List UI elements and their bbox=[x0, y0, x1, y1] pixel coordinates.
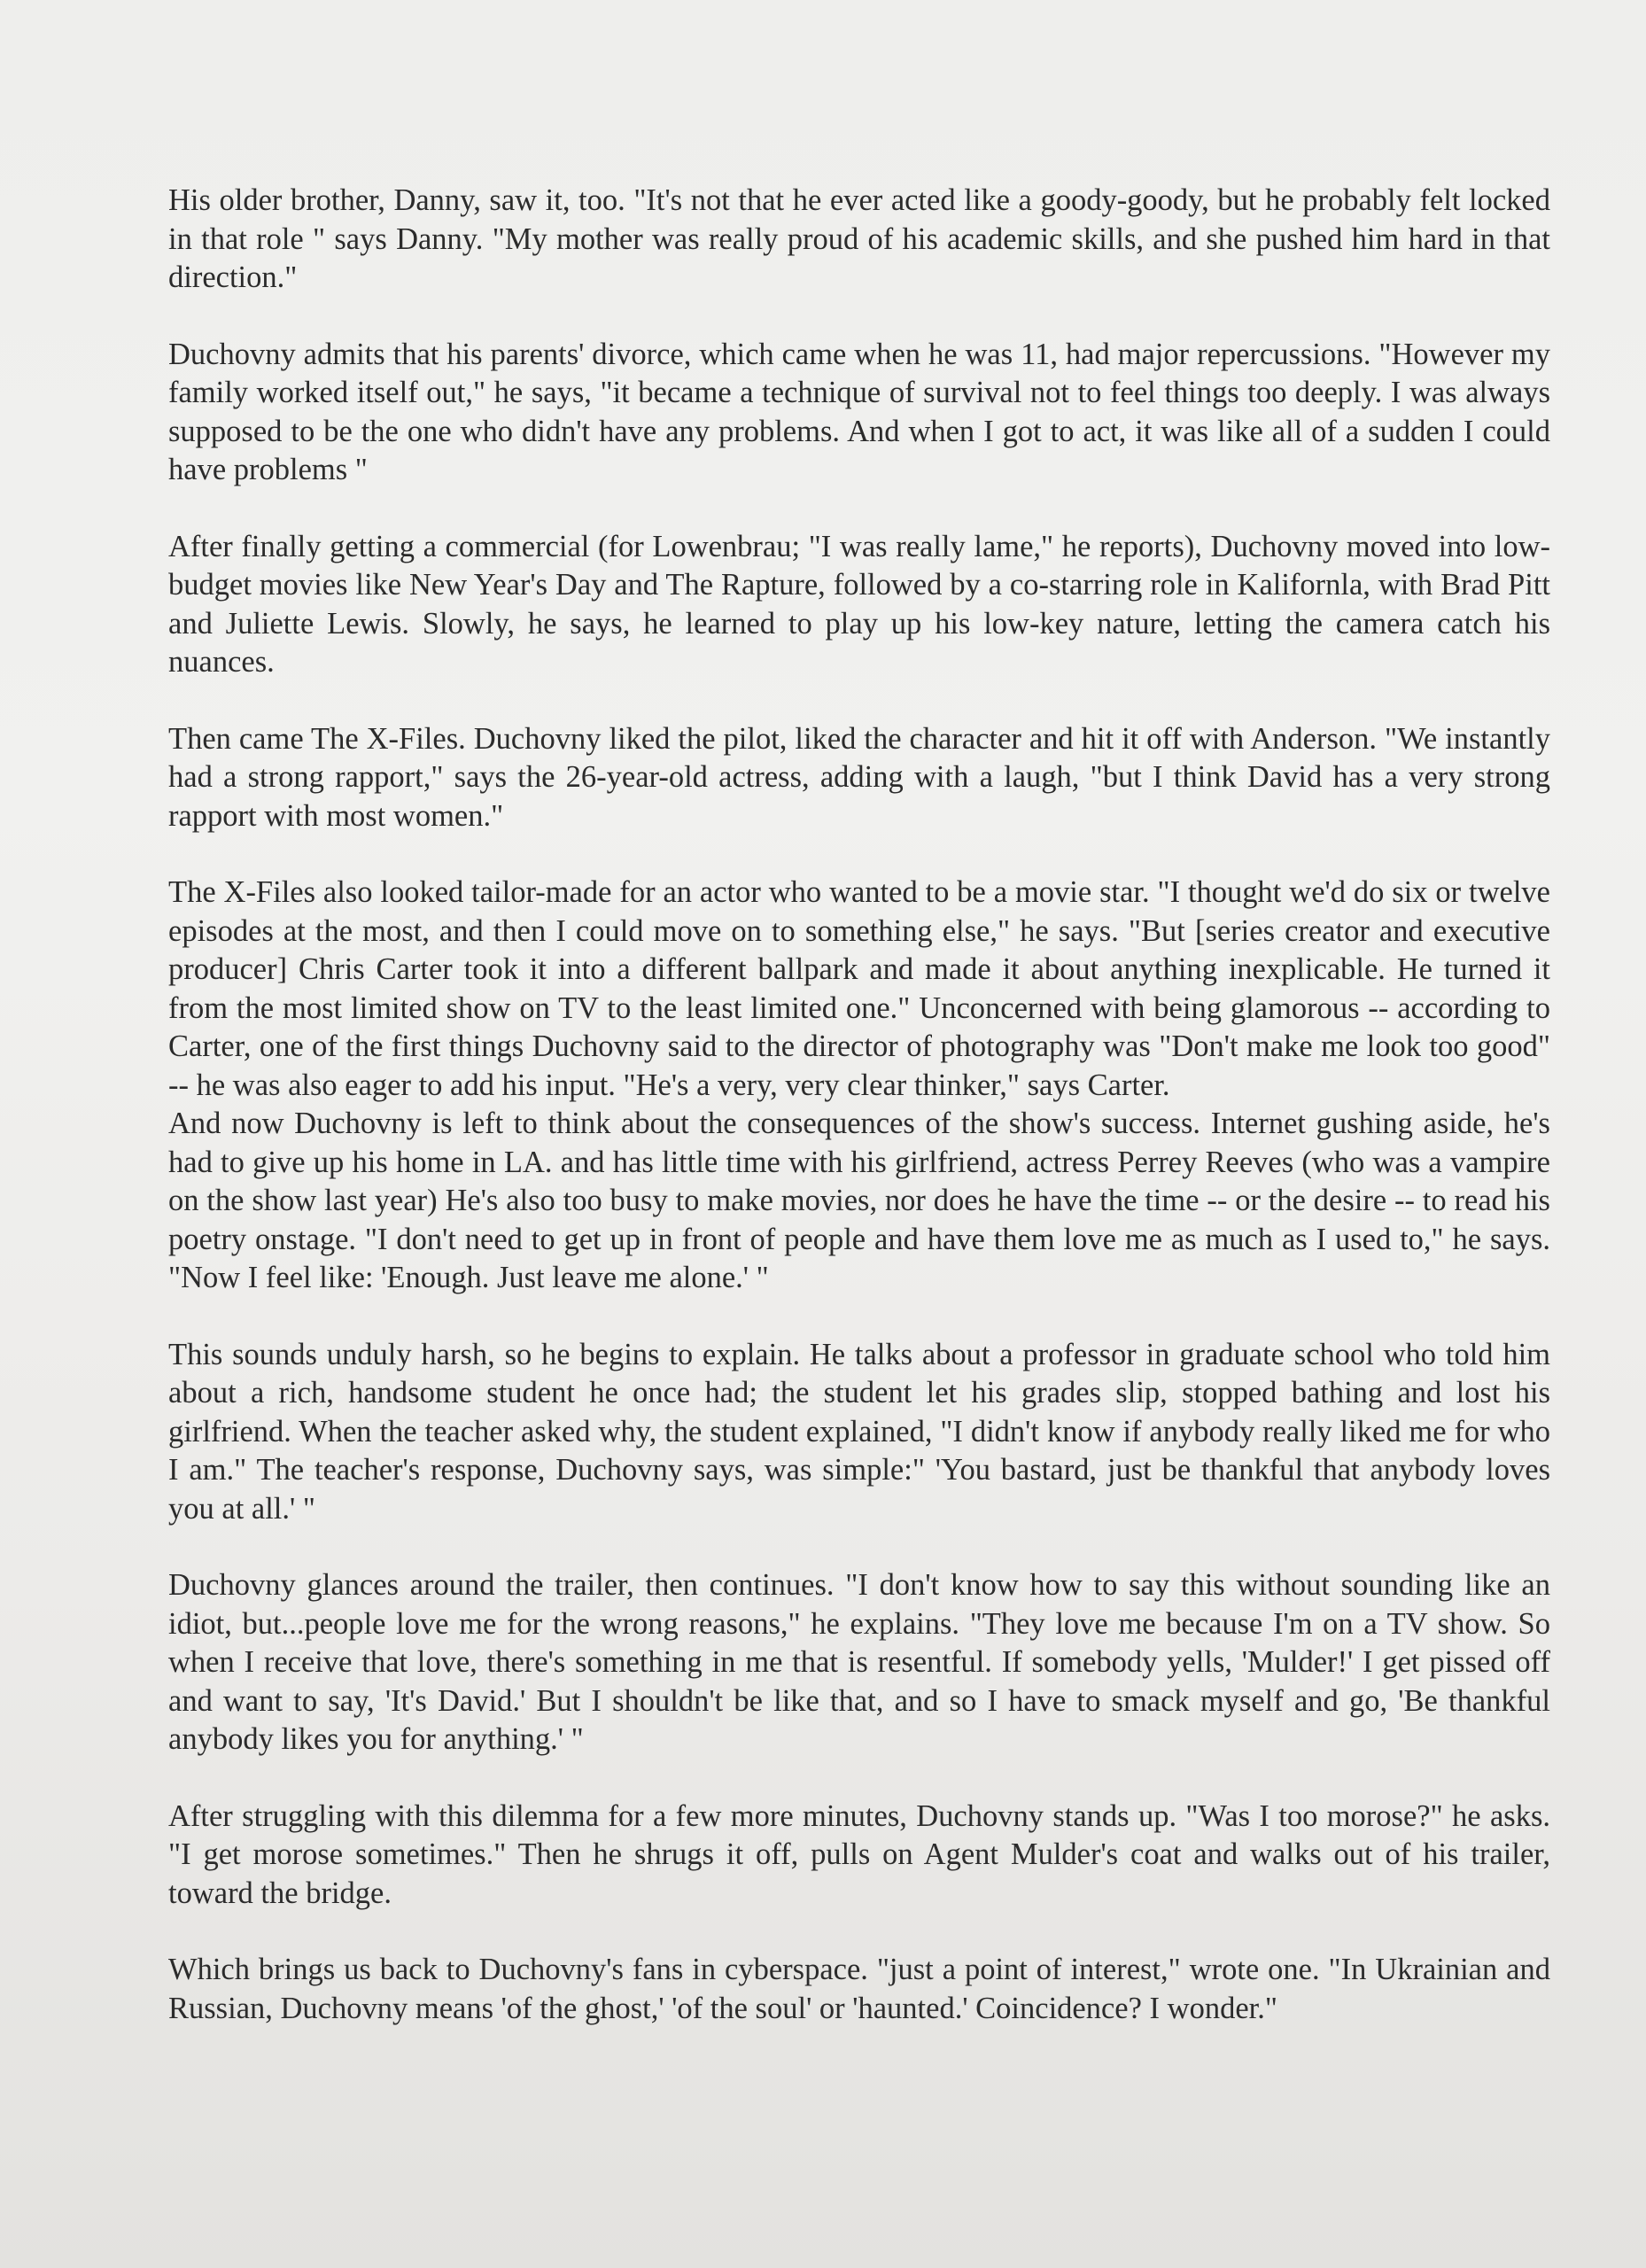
article-body bbox=[168, 182, 1550, 2066]
paragraph-10: Which brings us back to Duchovny's fans in cyberspace. "just a point of interest," wrote one. "In Ukrainian and Russian, Duchovny means 'of the ghost,' 'of the soul' or 'haunted.' Coincidence? I wonder." bbox=[168, 1953, 1550, 2025]
paragraph-9: After struggling with this dilemma for a few more minutes, Duchovny stands up. "Was I too morose?" he asks. "I get morose sometimes." Then he shrugs it off, pulls on Agent Mulder's coat and walks out of his trailer, toward the bridge. bbox=[168, 1798, 1550, 1910]
paragraph-8: Duchovny glances around the trailer, then continues. "I don't know how to say this without sounding like an idiot, but...people love me for the wrong reasons," he explains. "They love me because I'm on a TV show. So when I receive that love, there's something in me that is resentful. If somebody yells, 'Mulder!' I get pissed off and want to say, 'It's David.' But I shouldn't be like that, and so I have to smack myself and go, 'Be thankful anybody likes you for anything.' " bbox=[168, 1568, 1550, 1756]
paragraph-5: The X-Files also looked tailor-made for an actor who wanted to be a movie star. "I thought we'd do six or twelve episodes at the most, and then I could move on to something else," he says. "But [series creator and executive producer] Chris Carter took it into a different ballpark and made it about anything inexplicable. He turned it from the most limited show on TV to the least limited one." Unconcerned with being glamorous -- according to Carter, one of the first things Duchovny said to the director of photography was "Don't make me look too good" -- he was also eager to add his input. "He's a very, very clear thinker," says Carter. bbox=[168, 875, 1550, 1102]
paragraph-6: And now Duchovny is left to think about the consequences of the show's success. Internet gushing aside, he's had to give up his home in LA. and has little time with his girlfriend, actress Perrey Reeves (who was a vampire on the show last year) He's also too busy to make movies, nor does he have the time -- or the desire -- to read his poetry onstage. "I don't need to get up in front of people and have them love me as much as I used to," he says. "Now I feel like: 'Enough. Just leave me alone.' " bbox=[168, 1107, 1550, 1294]
paragraph-4: Then came The X-Files. Duchovny liked the pilot, liked the character and hit it off with Anderson. "We instantly had a strong rapport," says the 26-year-old actress, adding with a laugh, "but I think David has a very strong rapport with most women." bbox=[168, 721, 1550, 833]
paragraph-1: His older brother, Danny, saw it, too. "It's not that he ever acted like a goody-goody, but he probably felt locked in that role " says Danny. "My mother was really proud of his academic skills, and she pushed him hard in that direction." bbox=[168, 183, 1550, 294]
paragraph-2: Duchovny admits that his parents' divorce, which came when he was 11, had major repercussions. "However my family worked itself out," he says, "it became a technique of survival not to feel things too deeply. I was always supposed to be the one who didn't have any problems. And when I got to act, it was like all of a sudden I could have problems " bbox=[168, 337, 1550, 486]
paragraph-7: This sounds unduly harsh, so he begins to explain. He talks about a professor in graduate school who told him about a rich, handsome student he once had; the student let his grades slip, stopped bathing and lost his girlfriend. When the teacher asked why, the student explained, "I didn't know if anybody really liked me for who I am." The teacher's response, Duchovny says, was simple:" 'You bastard, just be thankful that anybody loves you at all.' " bbox=[168, 1337, 1550, 1526]
paragraph-3: After finally getting a commercial (for Lowenbrau; "I was really lame," he reports), Duchovny moved into low-budget movies like New Year's Day and The Rapture, followed by a co-starring role in Kalifornla, with Brad Pitt and Juliette Lewis. Slowly, he says, he learned to play up his low-key nature, letting the camera catch his nuances. bbox=[168, 529, 1550, 679]
